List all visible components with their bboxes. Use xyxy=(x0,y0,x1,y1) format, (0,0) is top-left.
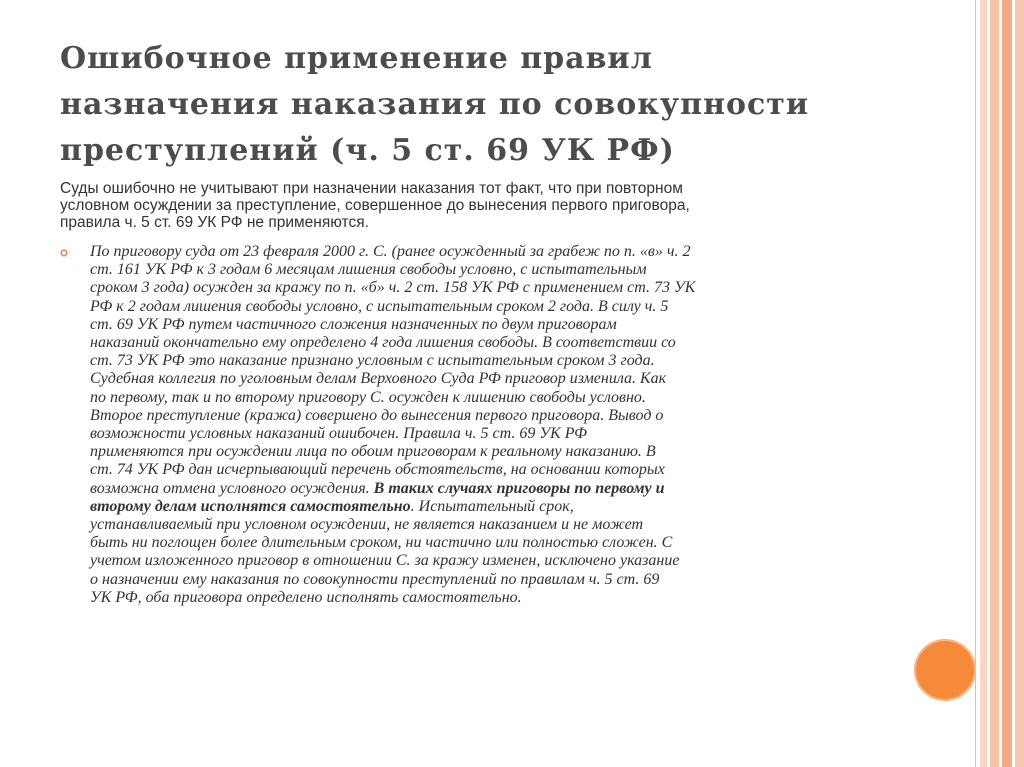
case-line: сроком 3 года) осужден за кражу по п. «б» ч. 2 ст. 158 УК РФ с применением ст. 73 УК xyxy=(90,279,696,297)
stripe xyxy=(1015,0,1024,767)
case-line: устанавливаемый при условном осуждении, не является наказанием и не может xyxy=(90,516,644,534)
case-text-bold: В таких случаях приговоры по первому и xyxy=(373,479,665,497)
case-line: применяются при осуждении лица по обоим приговорам к реальному наказанию. В xyxy=(90,443,656,461)
case-line: наказаний окончательно ему определено 4 года лишения свободы. В соответствии со xyxy=(90,334,676,352)
intro-paragraph xyxy=(60,180,860,231)
stripe xyxy=(1002,0,1012,767)
orange-circle-decoration xyxy=(914,639,976,701)
intro-line: Суды ошибочно не учитывают при назначении наказания тот факт, что при повторном xyxy=(60,180,683,197)
title-line: Ошибочное применение правил xyxy=(60,41,653,76)
case-line: ст. 69 УК РФ путем частичного сложения назначенных по двум приговорам xyxy=(90,315,617,333)
case-text-normal: возможна отмена условного осуждения. xyxy=(90,479,374,497)
case-line: ст. 161 УК РФ к 3 годам 6 месяцам лишения свободы условно, с испытательным xyxy=(90,261,647,279)
case-text-bold: второму делам исполнятся самостоятельно xyxy=(90,497,411,515)
case-line: ст. 73 УК РФ это наказание признано условным с испытательным сроком 3 года. xyxy=(90,352,655,370)
case-line xyxy=(90,498,910,516)
case-line xyxy=(90,480,910,498)
decorative-divider xyxy=(975,0,976,767)
case-line: РФ к 2 годам лишения свободы условно, с испытательным сроком 2 года. В силу ч. 5 xyxy=(90,297,669,315)
case-line: УК РФ, оба приговора определено исполнять самостоятельно. xyxy=(90,588,522,606)
case-line: возможности условных наказаний ошибочен. Правила ч. 5 ст. 69 УК РФ xyxy=(90,425,587,443)
stripe xyxy=(980,0,987,767)
circle-bullet-icon-svg xyxy=(60,249,68,257)
stripe xyxy=(990,0,999,767)
case-line: Судебная коллегия по уголовным делам Верховного Суда РФ приговор изменила. Как xyxy=(90,370,667,388)
case-line: быть ни поглощен более длительным сроком, ни частично или полностью сложен. С xyxy=(90,534,673,552)
case-line: по первому, так и по второму приговору С. осужден к лишению свободы условно. xyxy=(90,388,646,406)
circle-bullet-icon xyxy=(60,249,68,257)
title-line: преступлений (ч. 5 ст. 69 УК РФ) xyxy=(60,133,675,168)
intro-line: правила ч. 5 ст. 69 УК РФ не применяются. xyxy=(60,214,369,231)
case-line: о назначении ему наказания по совокупности преступлений по правилам ч. 5 ст. 69 xyxy=(90,570,660,588)
intro-line: условном осуждении за преступление, совершенное до вынесения первого приговора, xyxy=(60,197,690,214)
title-line: назначения наказания по совокупности xyxy=(60,87,810,122)
case-line: учетом изложенного приговор в отношении С. за кражу изменен, исключено указание xyxy=(90,552,680,570)
case-text xyxy=(90,243,910,607)
case-line: Второе преступление (кража) совершено до вынесения первого приговора. Вывод о xyxy=(90,406,664,424)
case-line: ст. 74 УК РФ дан исчерпывающий перечень обстоятельств, на основании которых xyxy=(90,461,665,479)
case-line: По приговору суда от 23 февраля 2000 г. С. (ранее осужденный за грабеж по п. «в» ч. 2 xyxy=(90,243,691,260)
page-title xyxy=(60,36,920,174)
decorative-stripes xyxy=(980,0,1024,767)
case-text-normal: . Испытательный срок, xyxy=(410,497,574,515)
